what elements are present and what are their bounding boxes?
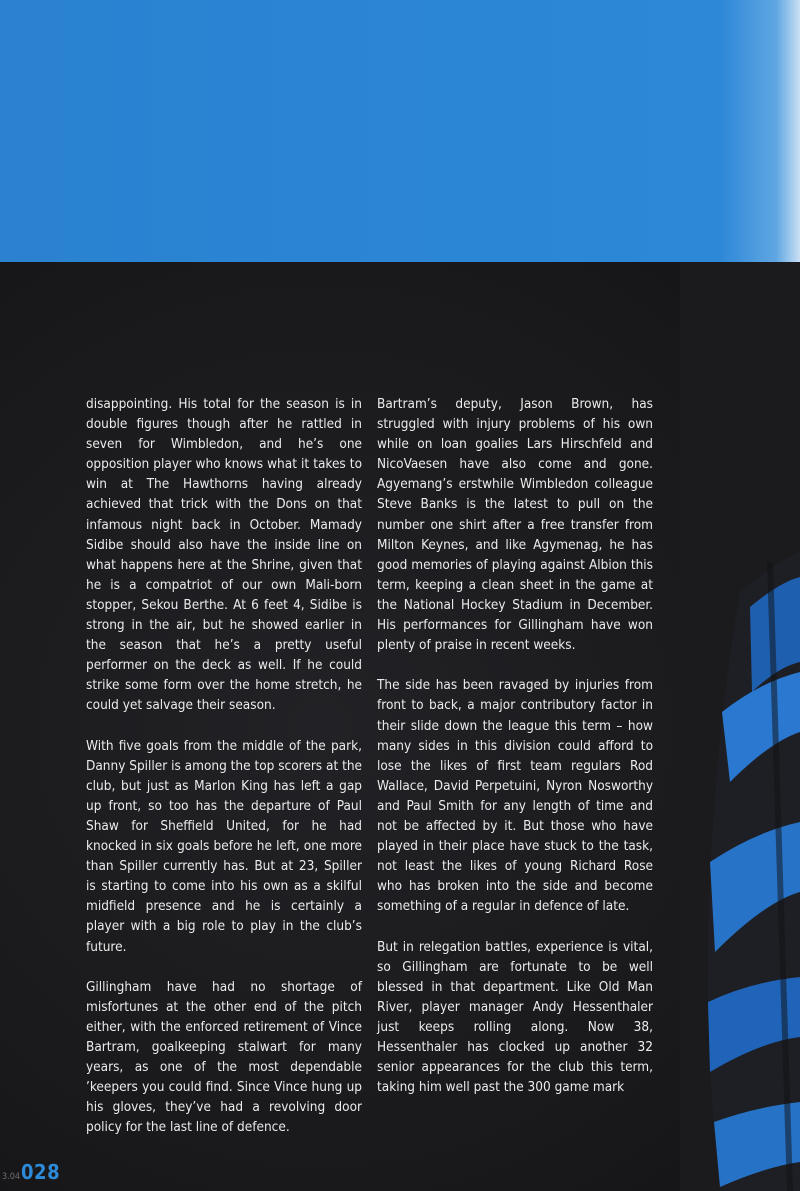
paragraph: Gillingham have had no shortage of misfortunes at the other end of the pitch either, with the enforced retirement of Vince Bartram, goalkeeping stalwart for many years, as one of the most dependable ’keepers you could find. Since Vince hung up his gloves, they’ve had a revolving door policy for the last line of defence. (86, 978, 362, 1136)
page-number: 028 (21, 1160, 61, 1184)
paragraph: Bartram’s deputy, Jason Brown, has struggled with injury problems of his own while on loan goalies Lars Hirschfeld and NicoVaesen have also come and gone. Agyemang’s erstwhile Wimbledon colleague Steve Banks is the latest to pull on the number one shirt after a free transfer from Milton Keynes, and like Agymenag, he has good memories of playing against Albion this term, keeping a clean sheet in the game at the National Hockey Stadium in December. His performances for Gillingham have won plenty of praise in recent weeks. (377, 396, 653, 654)
blue-header-band (0, 0, 800, 262)
paragraph: But in relegation battles, experience is vital, so Gillingham are fortunate to be well blessed in that department. Like Old Man River, player manager Andy Hessenthaler just keeps rolling along. Now 38, Hessenthaler has clocked up another 32 senior appearances for the club this term, taking him well past the 300 game mark (377, 938, 653, 1096)
issue-date: 3.04 (2, 1172, 21, 1182)
paragraph: The side has been ravaged by injuries from front to back, a major contributory factor in their slide down the league this term – how many sides in this division could afford to lose the likes of first team regulars Rod Wallace, David Perpetuini, Nyron Nosworthy and Paul Smith for any length of time and not be affected by it. But those who have played in their place have stuck to the task, not least the likes of young Richard Rose who has broken into the side and become something of a regular in defence of late. (377, 677, 653, 915)
article-column-right (377, 394, 653, 1117)
article-column-left (86, 394, 362, 1158)
player-photo (680, 262, 800, 1191)
page-folio (2, 1160, 60, 1186)
paragraph: disappointing. His total for the season is in double figures though after he rattled in seven for Wimbledon, and he’s one opposition player who knows what it takes to win at The Hawthorns having already achieved that trick with the Dons on that infamous night back in October. Mamady Sidibe should also have the inside line on what happens here at the Shrine, given that he is a compatriot of our own Mali-born stopper, Sekou Berthe. At 6 feet 4, Sidibe is strong in the air, but he showed earlier in the season that he’s a pretty useful performer on the deck as well. If he could strike some form over the home stretch, he could yet salvage their season. (86, 396, 362, 714)
paragraph: With five goals from the middle of the park, Danny Spiller is among the top scorers at the club, but just as Marlon King has left a gap up front, so too has the departure of Paul Shaw for Sheffield United, for he had knocked in six goals before he left, one more than Spiller currently has. But at 23, Spiller is starting to come into his own as a skilful midfield presence and he is certainly a player with a big role to play in the club’s future. (86, 737, 362, 955)
